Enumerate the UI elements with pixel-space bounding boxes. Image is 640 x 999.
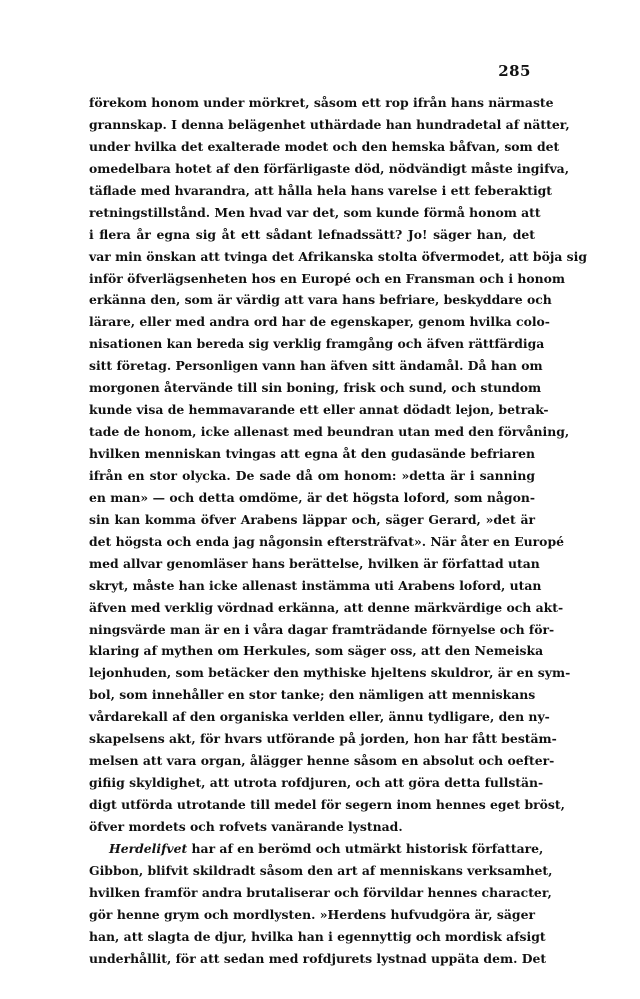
- text-line: vårdarekall af den organiska verlden eller, ännu tydligare, den ny-: [89, 709, 550, 725]
- text-line: sin kan komma öfver Arabens läppar och, säger Gerard, »det är: [89, 511, 535, 527]
- page-number: 285: [498, 62, 531, 80]
- text-line: hvilken framför andra brutaliserar och förvildar hennes character,: [89, 884, 552, 900]
- text-line: under hvilka det exalterade modet och den hemska båfvan, som det: [89, 138, 560, 154]
- text-line: underhållit, för att sedan med rofdjurets lystnad uppäta dem. Det: [89, 950, 547, 966]
- text-line: lärare, eller med andra ord har de egenskaper, genom hvilka colo-: [89, 314, 550, 330]
- text-line: ningsvärde man är en i våra dagar framträdande förnyelse och för-: [89, 621, 555, 637]
- text-line: Gibbon, blifvit skildradt såsom den art af menniskans verksamhet,: [89, 862, 553, 878]
- text-line: nisationen kan bereda sig verklig framgång och äfven rättfärdiga: [89, 336, 545, 352]
- text-line: bol, som innehåller en stor tanke; den nämligen att menniskans: [89, 687, 536, 703]
- text-fragment: har af en berömd och utmärkt historisk författare,: [187, 840, 544, 856]
- text-line: gifiig skyldighet, att utrota rofdjuren, och att göra detta fullstän-: [89, 775, 544, 791]
- text-line: skapelsens akt, för hvars utförande på jorden, hon har fått bestäm-: [89, 731, 557, 747]
- paragraph-1: [89, 92, 588, 838]
- text-line: erkänna den, som är värdig att vara hans befriare, beskyddare och: [89, 292, 552, 308]
- text-line: omedelbara hotet af den förfärligaste död, nödvändigt måste ingifva,: [89, 160, 570, 176]
- text-line: det högsta och enda jag någonsin eftersträfvat». När åter en Europé: [89, 533, 564, 549]
- emphasized-term: Herdelifvet: [109, 840, 188, 856]
- text-line: hvilken menniskan tvingas att egna åt den gudasände befriaren: [89, 446, 535, 461]
- text-line: ifrån en stor olycka. De sade då om honom: »detta är i sanning: [89, 467, 535, 483]
- text-line: tade de honom, icke allenast med beundran utan med den förvåning,: [89, 424, 570, 440]
- text-line: digt utförda utrotande till medel för segern inom hennes eget bröst,: [89, 797, 565, 812]
- text-line: lejonhuden, som betäcker den mythiske hjeltens skuldror, är en sym-: [89, 665, 571, 681]
- text-line: förekom honom under mörkret, såsom ett rop ifrån hans närmaste: [89, 95, 554, 110]
- text-line: inför öfverlägsenheten hos en Europé och en Fransman och i honom: [89, 270, 566, 286]
- text-line: öfver mordets och rofvets vanärande lystnad.: [89, 818, 403, 834]
- text-line: melsen att vara organ, ålägger henne såsom en absolut och oefter-: [89, 753, 555, 769]
- text-line: en man» — och detta omdöme, är det högsta loford, som någon-: [89, 489, 535, 505]
- text-line: täflade med hvarandra, att hålla hela hans varelse i ett feberaktigt: [89, 182, 553, 198]
- text-line: retningstillstånd. Men hvad var det, som kunde förmå honom att: [89, 204, 541, 220]
- text-line: skryt, måste han icke allenast instämma uti Arabens loford, utan: [89, 577, 542, 593]
- text-line: i flera år egna sig åt ett sådant lefnadssätt? Jo! säger han, det: [89, 226, 535, 242]
- text-line: grannskap. I denna belägenhet uthärdade han hundradetal af nätter,: [89, 116, 570, 132]
- text-line: han, att slagta de djur, hvilka han i egennyttig och mordisk afsigt: [89, 928, 546, 944]
- text-line: morgonen återvände till sin boning, frisk och sund, och stundom: [89, 380, 542, 396]
- text-line: var min önskan att tvinga det Afrikanska stolta öfvermodet, att böja sig: [89, 248, 588, 264]
- text-line: sitt företag. Personligen vann han äfven sitt ändamål. Då han om: [89, 358, 543, 374]
- text-line: klaring af mythen om Herkules, som säger oss, att den Nemeiska: [89, 643, 544, 659]
- text-line: gör henne grym och mordlysten. »Herdens hufvudgöra är, säger: [89, 906, 535, 922]
- text-line: [89, 838, 544, 860]
- text-line: med allvar genomläser hans berättelse, hvilken är författad utan: [89, 555, 540, 571]
- paragraph-2: [89, 838, 553, 970]
- text-line: äfven med verklig vördnad erkänna, att denne märkvärdige och akt-: [89, 599, 564, 615]
- text-line: kunde visa de hemmavarande ett eller annat dödadt lejon, betrak-: [89, 402, 549, 418]
- body-text: [89, 92, 588, 970]
